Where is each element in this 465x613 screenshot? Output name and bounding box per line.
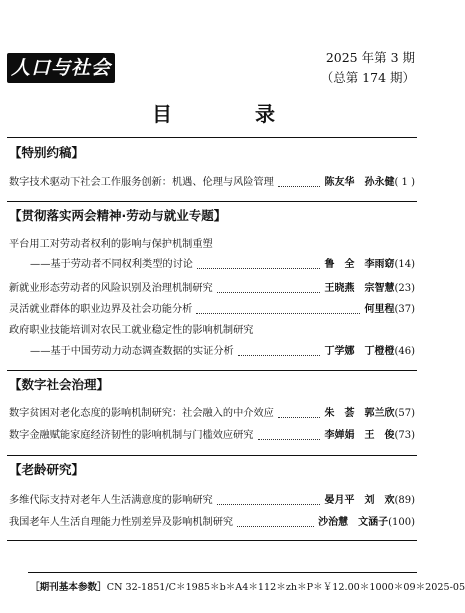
divider (7, 540, 417, 541)
article-title: 多维代际支持对老年人生活满意度的影响研究 (9, 495, 213, 506)
toc-entry[interactable] (9, 493, 415, 509)
article-authors: 鲁 全 李雨窈 (324, 259, 395, 270)
section-heading: 【数字社会治理】 (9, 377, 110, 392)
article-authors: 陈友华 孙永健 (324, 177, 395, 188)
article-authors: 朱 荟 郭兰欣 (324, 408, 395, 419)
page-number: ( 1 ) (394, 177, 415, 188)
article-title-line1: 政府职业技能培训对农民工就业稳定性的影响机制研究 (9, 325, 254, 336)
dot-leader (217, 503, 321, 505)
page-number: (46) (394, 346, 415, 357)
dot-leader (217, 291, 321, 293)
journal-parameters (30, 581, 465, 595)
toc-title: 目 录 (152, 102, 313, 126)
article-title: 数字金融赋能家庭经济韧性的影响机制与门槛效应研究 (9, 430, 254, 441)
page-number: (23) (394, 283, 415, 294)
page-number: (14) (394, 259, 415, 270)
article-authors: 晏月平 刘 欢 (324, 495, 395, 506)
page-number: (73) (394, 430, 415, 441)
journal-logo: 人口与社会 (7, 53, 115, 83)
article-authors: 李婵娟 王 俊 (324, 430, 395, 441)
page-number: (89) (394, 495, 415, 506)
footer-divider (28, 572, 417, 573)
article-subtitle: ——基于中国劳动力动态调查数据的实证分析 (30, 346, 234, 357)
page-number: (100) (388, 517, 415, 528)
article-title-line1: 平台用工对劳动者权利的影响与保护机制重塑 (9, 239, 213, 250)
article-authors: 丁学娜 丁橙橙 (324, 346, 395, 357)
dot-leader (196, 312, 360, 314)
parameters-values: CN 32-1851/C＊1985＊b＊A4＊112＊zh＊P＊￥12.00＊1000＊09＊2025-05 (106, 582, 465, 593)
section-heading: 【老龄研究】 (9, 462, 85, 477)
dot-leader (278, 185, 321, 187)
article-authors: 王晓燕 宗智慧 (324, 283, 395, 294)
page-number: (37) (394, 304, 415, 315)
divider (7, 137, 417, 138)
toc-entry[interactable] (9, 406, 415, 422)
toc-entry[interactable] (9, 515, 415, 531)
dot-leader (258, 438, 321, 440)
article-title: 灵活就业群体的职业边界及社会功能分析 (9, 304, 193, 315)
divider (7, 455, 417, 456)
toc-entry[interactable] (9, 281, 415, 297)
toc-entry[interactable] (9, 302, 415, 318)
dot-leader (238, 354, 321, 356)
toc-entry[interactable] (9, 175, 415, 191)
issue-number: 2025 年第 3 期 (325, 50, 415, 65)
article-title: 我国老年人生活自理能力性别差异及影响机制研究 (9, 517, 234, 528)
section-heading: 【贯彻落实两会精神·劳动与就业专题】 (9, 208, 227, 223)
dot-leader (197, 267, 320, 269)
article-title: 新就业形态劳动者的风险识别及治理机制研究 (9, 283, 213, 294)
page-number: (57) (394, 408, 415, 419)
total-issue-number: （总第 174 期） (320, 70, 415, 85)
parameters-label: ［期刊基本参数］ (30, 582, 107, 593)
divider (7, 370, 417, 371)
section-heading: 【特别约稿】 (9, 145, 85, 160)
article-authors: 沙治慧 文涵子 (318, 517, 389, 528)
dot-leader (278, 416, 321, 418)
issue-info (321, 48, 415, 88)
divider (7, 201, 417, 202)
article-title: 数字贫困对老化态度的影响机制研究：社会融入的中介效应 (9, 408, 274, 419)
article-subtitle: ——基于劳动者不同权利类型的讨论 (30, 259, 193, 270)
toc-entry[interactable] (30, 257, 415, 273)
toc-entry[interactable] (9, 428, 415, 444)
article-title: 数字技术驱动下社会工作服务创新：机遇、伦理与风险管理 (9, 177, 274, 188)
toc-entry[interactable] (30, 344, 415, 360)
article-authors: 何里程 (364, 304, 395, 315)
dot-leader (237, 525, 314, 527)
